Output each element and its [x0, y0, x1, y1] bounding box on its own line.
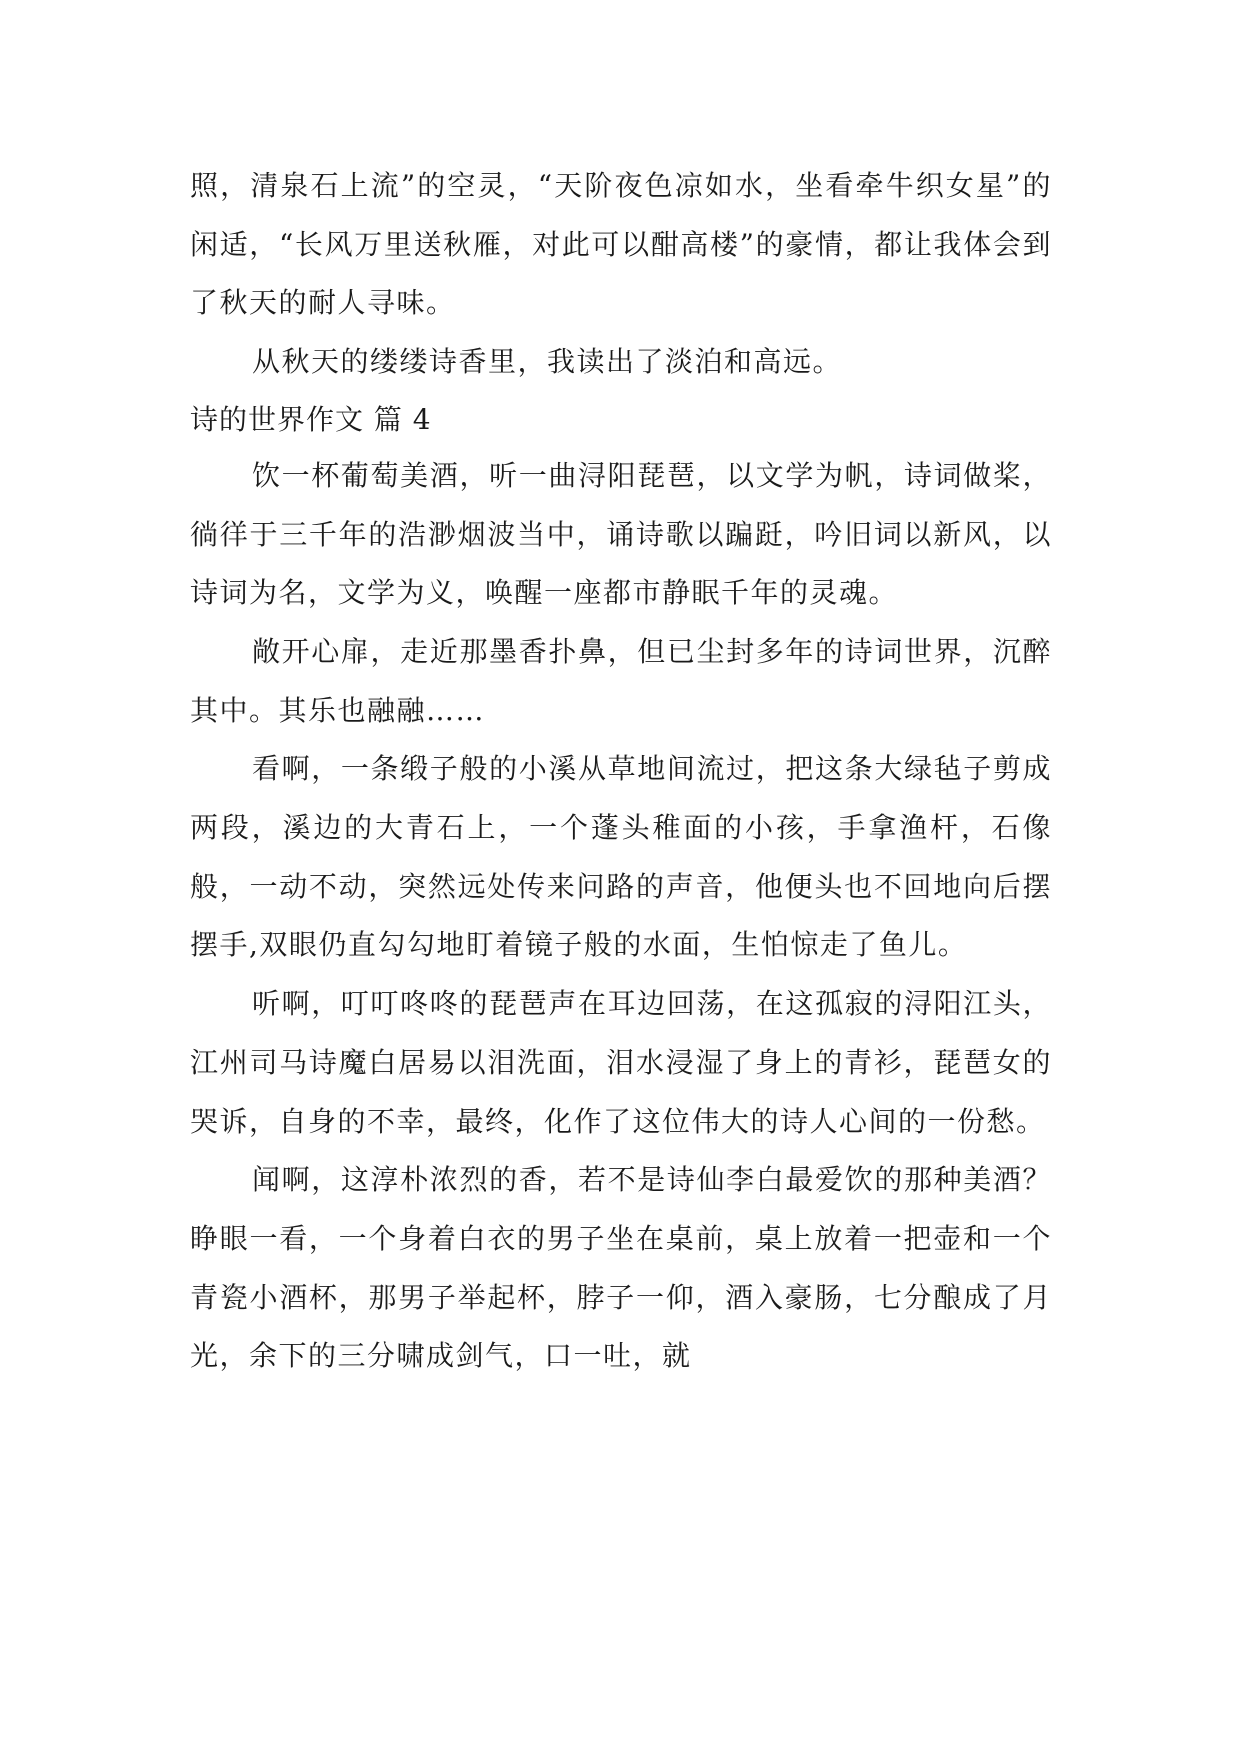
paragraph: 从秋天的缕缕诗香里，我读出了淡泊和高远。	[252, 345, 843, 379]
document-page	[190, 157, 1052, 1386]
section-heading: 诗的世界作文 篇 4	[190, 402, 432, 436]
paragraph: 看啊，一条缎子般的小溪从草地间流过，把这条大绿毡子剪成两段，溪边的大青石上，一个蓬头稚面的小孩，手拿渔杆，石像般，一动不动，突然远处传来问路的声音，他便头也不回地向后摆摆手,双眼仍直勾勾地盯着镜子般的水面，生怕惊走了鱼儿。	[190, 752, 1052, 962]
paragraph: 敞开心扉，走近那墨香扑鼻，但已尘封多年的诗词世界，沉醉其中。其乐也融融……	[190, 634, 1052, 727]
paragraph-continued: 照，清泉石上流”的空灵，“天阶夜色凉如水，坐看牵牛织女星”的闲适，“长风万里送秋雁，对此可以酣高楼”的豪情，都让我体会到了秋天的耐人寻味。	[190, 169, 1052, 320]
paragraph: 闻啊，这淳朴浓烈的香，若不是诗仙李白最爱饮的那种美酒？睁眼一看，一个身着白衣的男子坐在桌前，桌上放着一把壶和一个青瓷小酒杯，那男子举起杯，脖子一仰，酒入豪肠，七分酿成了月光，余下的三分啸成剑气，口一吐，就	[190, 1163, 1052, 1373]
paragraph: 听啊，叮叮咚咚的琵琶声在耳边回荡，在这孤寂的浔阳江头，江州司马诗魔白居易以泪洗面，泪水浸湿了身上的青衫，琵琶女的哭诉，自身的不幸，最终，化作了这位伟大的诗人心间的一份愁。	[190, 987, 1052, 1138]
paragraph: 饮一杯葡萄美酒，听一曲浔阳琵琶，以文学为帆，诗词做桨，徜徉于三千年的浩渺烟波当中，诵诗歌以蹁跹，吟旧词以新风，以诗词为名，文学为义，唤醒一座都市静眠千年的灵魂。	[190, 458, 1052, 610]
